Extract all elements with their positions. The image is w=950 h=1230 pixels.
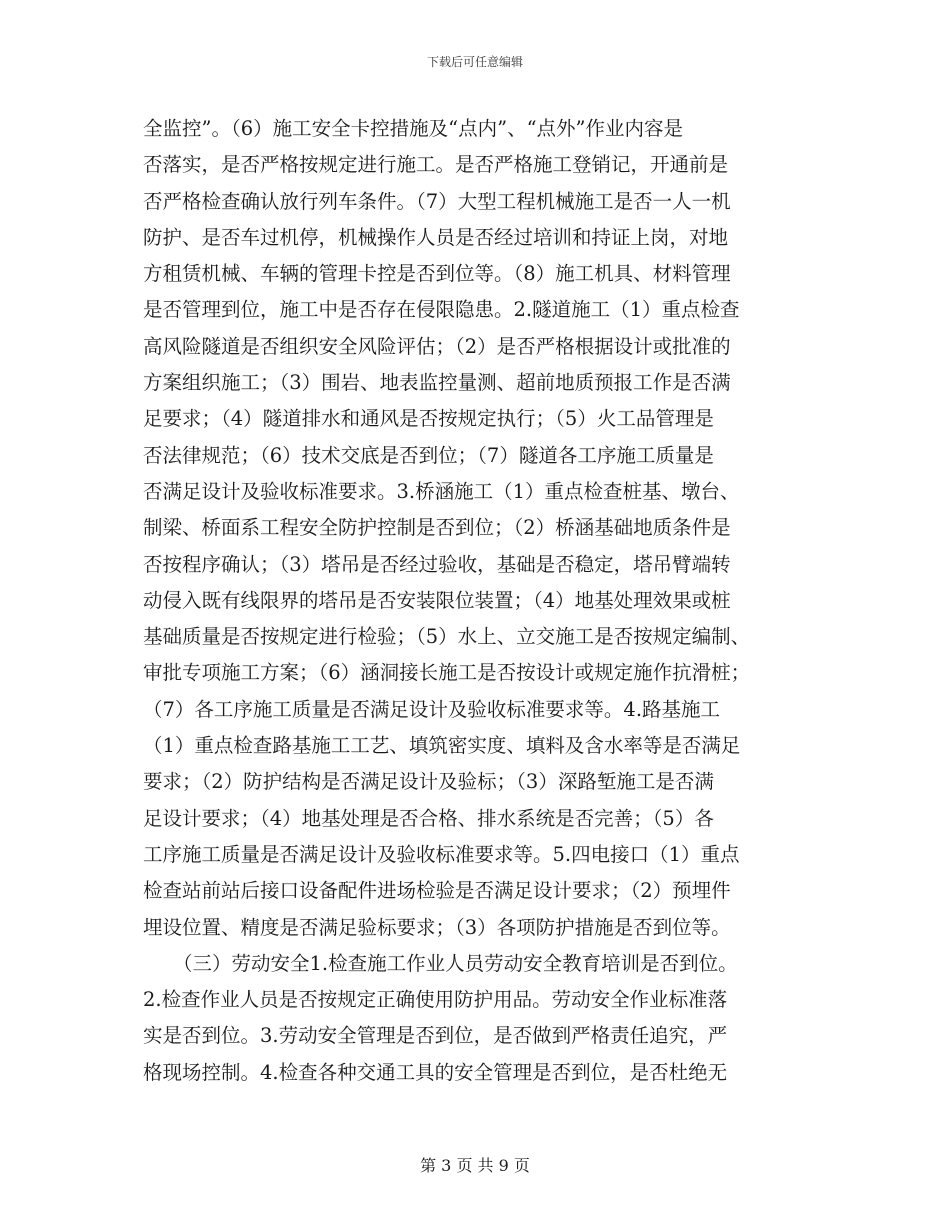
- text-line: 方租赁机械、车辆的管理卡控是否到位等。（8）施工机具、材料管理: [143, 262, 731, 286]
- text-line: 实是否到位。3.劳动安全管理是否到位，是否做到严格责任追究，严: [143, 1024, 728, 1048]
- text-line: 否满足设计及验收标准要求。3.桥涵施工（1）重点检查桩基、墩台、: [143, 479, 740, 503]
- text-line: 审批专项施工方案；（6）涵洞接长施工是否按设计或规定施作抗滑桩；: [143, 661, 751, 685]
- text-line: 是否管理到位，施工中是否存在侵限隐患。2.隧道施工（1）重点检查: [143, 298, 740, 322]
- text-line: 2.检查作业人员是否按规定正确使用防护用品。劳动安全作业标准落: [143, 988, 728, 1012]
- text-line: 检查站前站后接口设备配件进场检验是否满足设计要求；（2）预埋件: [143, 879, 731, 903]
- document-body: [143, 111, 823, 1091]
- text-line: 防护、是否车过机停，机械操作人员是否经过培训和持证上岗，对地: [143, 225, 729, 249]
- text-line: 工序施工质量是否满足设计及验收标准要求等。5.四电接口（1）重点: [143, 842, 740, 866]
- text-line: 高风险隧道是否组织安全风险评估；（2）是否严格根据设计或批准的: [143, 334, 731, 358]
- text-line: 基础质量是否按规定进行检验；（5）水上、立交施工是否按规定编制、: [143, 625, 751, 649]
- text-line: 动侵入既有线限界的塔吊是否安装限位装置；（4）地基处理效果或桩: [143, 588, 731, 612]
- text-line: 埋设位置、精度是否满足验标要求；（3）各项防护措施是否到位等。: [143, 915, 731, 939]
- text-line: 否严格检查确认放行列车条件。（7）大型工程机械施工是否一人一机: [143, 189, 731, 213]
- section-heading-line: （三）劳动安全1.检查施工作业人员劳动安全教育培训是否到位。: [173, 951, 738, 975]
- text-line: 全监控”。（6）施工安全卡控措施及“点内”、“点外”作业内容是: [143, 117, 684, 140]
- page-footer: 第 3 页 共 9 页: [420, 1156, 530, 1175]
- text-line: （7）各工序施工质量是否满足设计及验收标准要求等。4.路基施工: [143, 697, 721, 721]
- page-header: 下载后可任意编辑: [426, 55, 523, 69]
- text-line: 方案组织施工；（3）围岩、地表监控量测、超前地质预报工作是否满: [143, 371, 731, 395]
- text-line: 制梁、桥面系工程安全防护控制是否到位；（2）桥涵基础地质条件是: [143, 516, 731, 540]
- text-line: 否法律规范；（6）技术交底是否到位；（7）隧道各工序施工质量是: [143, 443, 714, 467]
- text-line: 足设计要求；（4）地基处理是否合格、排水系统是否完善；（5）各: [143, 806, 714, 830]
- text-line: 足要求；（4）隧道排水和通风是否按规定执行；（5）火工品管理是: [143, 407, 714, 431]
- text-line: 否落实，是否严格按规定进行施工。是否严格施工登销记，开通前是: [143, 153, 729, 177]
- text-line: 要求；（2）防护结构是否满足设计及验标；（3）深路堑施工是否满: [143, 770, 714, 794]
- text-line: 格现场控制。4.检查各种交通工具的安全管理是否到位，是否杜绝无: [143, 1060, 728, 1084]
- text-line: （1）重点检查路基施工工艺、填筑密实度、填料及含水率等是否满足: [143, 734, 741, 758]
- text-line: 否按程序确认；（3）塔吊是否经过验收，基础是否稳定，塔吊臂端转: [143, 552, 731, 576]
